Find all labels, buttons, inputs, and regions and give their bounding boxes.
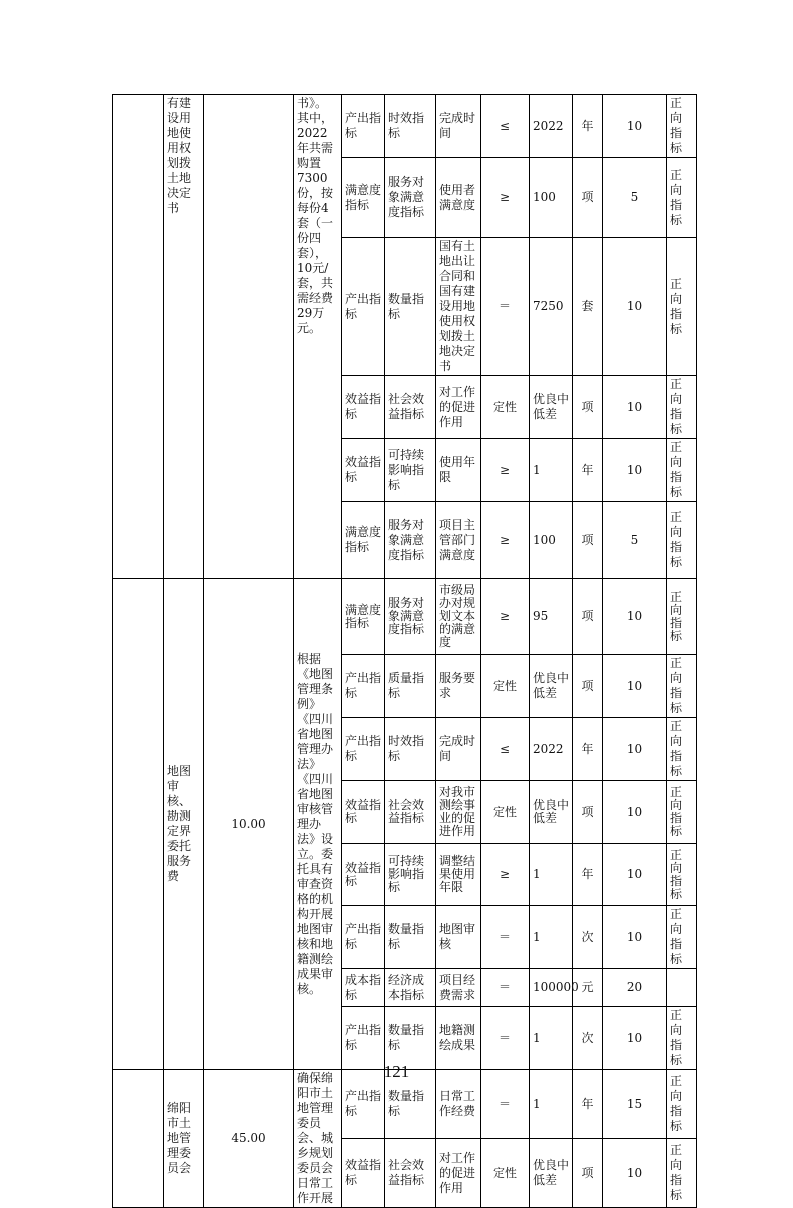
- description-cell: 确保绵阳市土地管理委员会、城乡规划委员会日常工作开展: [294, 1070, 342, 1208]
- unit-cell: 套: [573, 238, 603, 376]
- unit-cell: 年: [573, 718, 603, 781]
- score-cell: 10: [603, 781, 667, 844]
- level2-cell: 数量指标: [385, 238, 436, 376]
- direction-cell: 正向指标: [667, 718, 697, 781]
- score-cell: 10: [603, 1007, 667, 1070]
- value-cell: 1: [530, 1007, 573, 1070]
- level2-cell: 数量指标: [385, 906, 436, 969]
- level2-cell: 可持续影响指标: [385, 844, 436, 906]
- level2-cell: 可持续影响指标: [385, 439, 436, 502]
- amount-cell: 10.00: [204, 579, 294, 1070]
- indicator-cell: 地图审核: [436, 906, 481, 969]
- level2-cell: 时效指标: [385, 718, 436, 781]
- indicator-cell: 项目主管部门满意度: [436, 502, 481, 579]
- unit-cell: 项: [573, 376, 603, 439]
- unit-cell: 项: [573, 502, 603, 579]
- indicator-cell: 对我市测绘事业的促进作用: [436, 781, 481, 844]
- unit-cell: 项: [573, 781, 603, 844]
- level1-cell: 满意度指标: [342, 579, 385, 655]
- unit-cell: 年: [573, 439, 603, 502]
- value-cell: 2022: [530, 95, 573, 158]
- indicator-cell: 项目经费需求: [436, 969, 481, 1007]
- indicator-cell: 服务要求: [436, 655, 481, 718]
- value-cell: 优良中低差: [530, 781, 573, 844]
- description-cell: 书》。其中，2022年共需购置7300份，按每份4套（一份四套），10元/套，共需经费29万元。: [294, 95, 342, 579]
- amount-cell: [204, 95, 294, 579]
- score-cell: 10: [603, 718, 667, 781]
- direction-cell: 正向指标: [667, 579, 697, 655]
- project-name-cell: 有建设用地使用权划拨土地决定书: [164, 95, 204, 579]
- score-cell: 20: [603, 969, 667, 1007]
- symbol-cell: ≤: [481, 95, 530, 158]
- project-name-cell: 绵阳市土地管理委员会: [164, 1070, 204, 1208]
- unit-cell: 年: [573, 95, 603, 158]
- level2-cell: 社会效益指标: [385, 376, 436, 439]
- level2-cell: 社会效益指标: [385, 781, 436, 844]
- blank-cell: [113, 579, 164, 1070]
- unit-cell: 项: [573, 1139, 603, 1208]
- level1-cell: 产出指标: [342, 1070, 385, 1139]
- direction-cell: 正向指标: [667, 655, 697, 718]
- direction-cell: 正向指标: [667, 781, 697, 844]
- level1-cell: 产出指标: [342, 238, 385, 376]
- indicator-cell: 调整结果使用年限: [436, 844, 481, 906]
- level1-cell: 产出指标: [342, 655, 385, 718]
- level2-cell: 服务对象满意度指标: [385, 502, 436, 579]
- level2-cell: 数量指标: [385, 1070, 436, 1139]
- symbol-cell: ＝: [481, 969, 530, 1007]
- symbol-cell: ≥: [481, 502, 530, 579]
- symbol-cell: ≥: [481, 579, 530, 655]
- direction-cell: 正向指标: [667, 439, 697, 502]
- value-cell: 100: [530, 158, 573, 238]
- symbol-cell: ≤: [481, 718, 530, 781]
- direction-cell: 正向指标: [667, 1007, 697, 1070]
- direction-cell: 正向指标: [667, 1139, 697, 1208]
- symbol-cell: ＝: [481, 1070, 530, 1139]
- unit-cell: 年: [573, 844, 603, 906]
- level1-cell: 产出指标: [342, 1007, 385, 1070]
- symbol-cell: ＝: [481, 1007, 530, 1070]
- level1-cell: 效益指标: [342, 439, 385, 502]
- direction-cell: 正向指标: [667, 158, 697, 238]
- unit-cell: 次: [573, 1007, 603, 1070]
- value-cell: 优良中低差: [530, 1139, 573, 1208]
- amount-cell: 45.00: [204, 1070, 294, 1208]
- level1-cell: 效益指标: [342, 781, 385, 844]
- unit-cell: 年: [573, 1070, 603, 1139]
- value-cell: 1: [530, 906, 573, 969]
- symbol-cell: ＝: [481, 906, 530, 969]
- page-number: 121: [383, 1062, 410, 1081]
- direction-cell: 正向指标: [667, 906, 697, 969]
- score-cell: 10: [603, 238, 667, 376]
- value-cell: 95: [530, 579, 573, 655]
- symbol-cell: 定性: [481, 1139, 530, 1208]
- blank-cell: [113, 95, 164, 579]
- level2-cell: 社会效益指标: [385, 1139, 436, 1208]
- value-cell: 优良中低差: [530, 376, 573, 439]
- indicator-cell: 日常工作经费: [436, 1070, 481, 1139]
- value-cell: 7250: [530, 238, 573, 376]
- unit-cell: 项: [573, 579, 603, 655]
- unit-cell: 元: [573, 969, 603, 1007]
- score-cell: 15: [603, 1070, 667, 1139]
- level1-cell: 产出指标: [342, 906, 385, 969]
- description-cell: 根据《地图管理条例》《四川省地图管理办法》《四川省地图审核管理办法》设立。委托具有审查资格的机构开展地图审核和地籍测绘成果审核。: [294, 579, 342, 1070]
- score-cell: 10: [603, 579, 667, 655]
- level1-cell: 效益指标: [342, 1139, 385, 1208]
- indicator-cell: 对工作的促进作用: [436, 376, 481, 439]
- level1-cell: 产出指标: [342, 95, 385, 158]
- unit-cell: 次: [573, 906, 603, 969]
- score-cell: 5: [603, 158, 667, 238]
- symbol-cell: ＝: [481, 238, 530, 376]
- level1-cell: 成本指标: [342, 969, 385, 1007]
- value-cell: 1: [530, 844, 573, 906]
- indicator-cell: 完成时间: [436, 95, 481, 158]
- value-cell: 1: [530, 1070, 573, 1139]
- level1-cell: 满意度指标: [342, 502, 385, 579]
- level1-cell: 效益指标: [342, 376, 385, 439]
- project-name-cell: 地图审核、勘测定界委托服务费: [164, 579, 204, 1070]
- indicator-cell: 市级局办对规划文本的满意度: [436, 579, 481, 655]
- indicator-cell: 完成时间: [436, 718, 481, 781]
- score-cell: 10: [603, 439, 667, 502]
- symbol-cell: 定性: [481, 655, 530, 718]
- score-cell: 10: [603, 376, 667, 439]
- level2-cell: 时效指标: [385, 95, 436, 158]
- performance-indicator-table: [112, 94, 697, 1208]
- indicator-cell: 地籍测绘成果: [436, 1007, 481, 1070]
- indicator-cell: 使用年限: [436, 439, 481, 502]
- level2-cell: 经济成本指标: [385, 969, 436, 1007]
- value-cell: 2022: [530, 718, 573, 781]
- blank-cell: [113, 1070, 164, 1208]
- direction-cell: [667, 969, 697, 1007]
- level1-cell: 产出指标: [342, 718, 385, 781]
- level1-cell: 效益指标: [342, 844, 385, 906]
- score-cell: 10: [603, 655, 667, 718]
- table-row: [113, 95, 697, 158]
- level2-cell: 服务对象满意度指标: [385, 158, 436, 238]
- level2-cell: 服务对象满意度指标: [385, 579, 436, 655]
- value-cell: 100000: [530, 969, 573, 1007]
- level2-cell: 质量指标: [385, 655, 436, 718]
- value-cell: 1: [530, 439, 573, 502]
- direction-cell: 正向指标: [667, 844, 697, 906]
- level1-cell: 满意度指标: [342, 158, 385, 238]
- direction-cell: 正向指标: [667, 502, 697, 579]
- indicator-cell: 使用者满意度: [436, 158, 481, 238]
- score-cell: 10: [603, 844, 667, 906]
- table-row: [113, 579, 697, 655]
- direction-cell: 正向指标: [667, 95, 697, 158]
- indicator-cell: 对工作的促进作用: [436, 1139, 481, 1208]
- score-cell: 10: [603, 1139, 667, 1208]
- value-cell: 优良中低差: [530, 655, 573, 718]
- symbol-cell: ≥: [481, 844, 530, 906]
- unit-cell: 项: [573, 655, 603, 718]
- table-body: [113, 95, 697, 1208]
- score-cell: 5: [603, 502, 667, 579]
- indicator-cell: 国有土地出让合同和国有建设用地使用权划拨土地决定书: [436, 238, 481, 376]
- symbol-cell: 定性: [481, 781, 530, 844]
- direction-cell: 正向指标: [667, 238, 697, 376]
- score-cell: 10: [603, 906, 667, 969]
- direction-cell: 正向指标: [667, 1070, 697, 1139]
- symbol-cell: ≥: [481, 439, 530, 502]
- symbol-cell: ≥: [481, 158, 530, 238]
- score-cell: 10: [603, 95, 667, 158]
- direction-cell: 正向指标: [667, 376, 697, 439]
- level2-cell: 数量指标: [385, 1007, 436, 1070]
- value-cell: 100: [530, 502, 573, 579]
- symbol-cell: 定性: [481, 376, 530, 439]
- unit-cell: 项: [573, 158, 603, 238]
